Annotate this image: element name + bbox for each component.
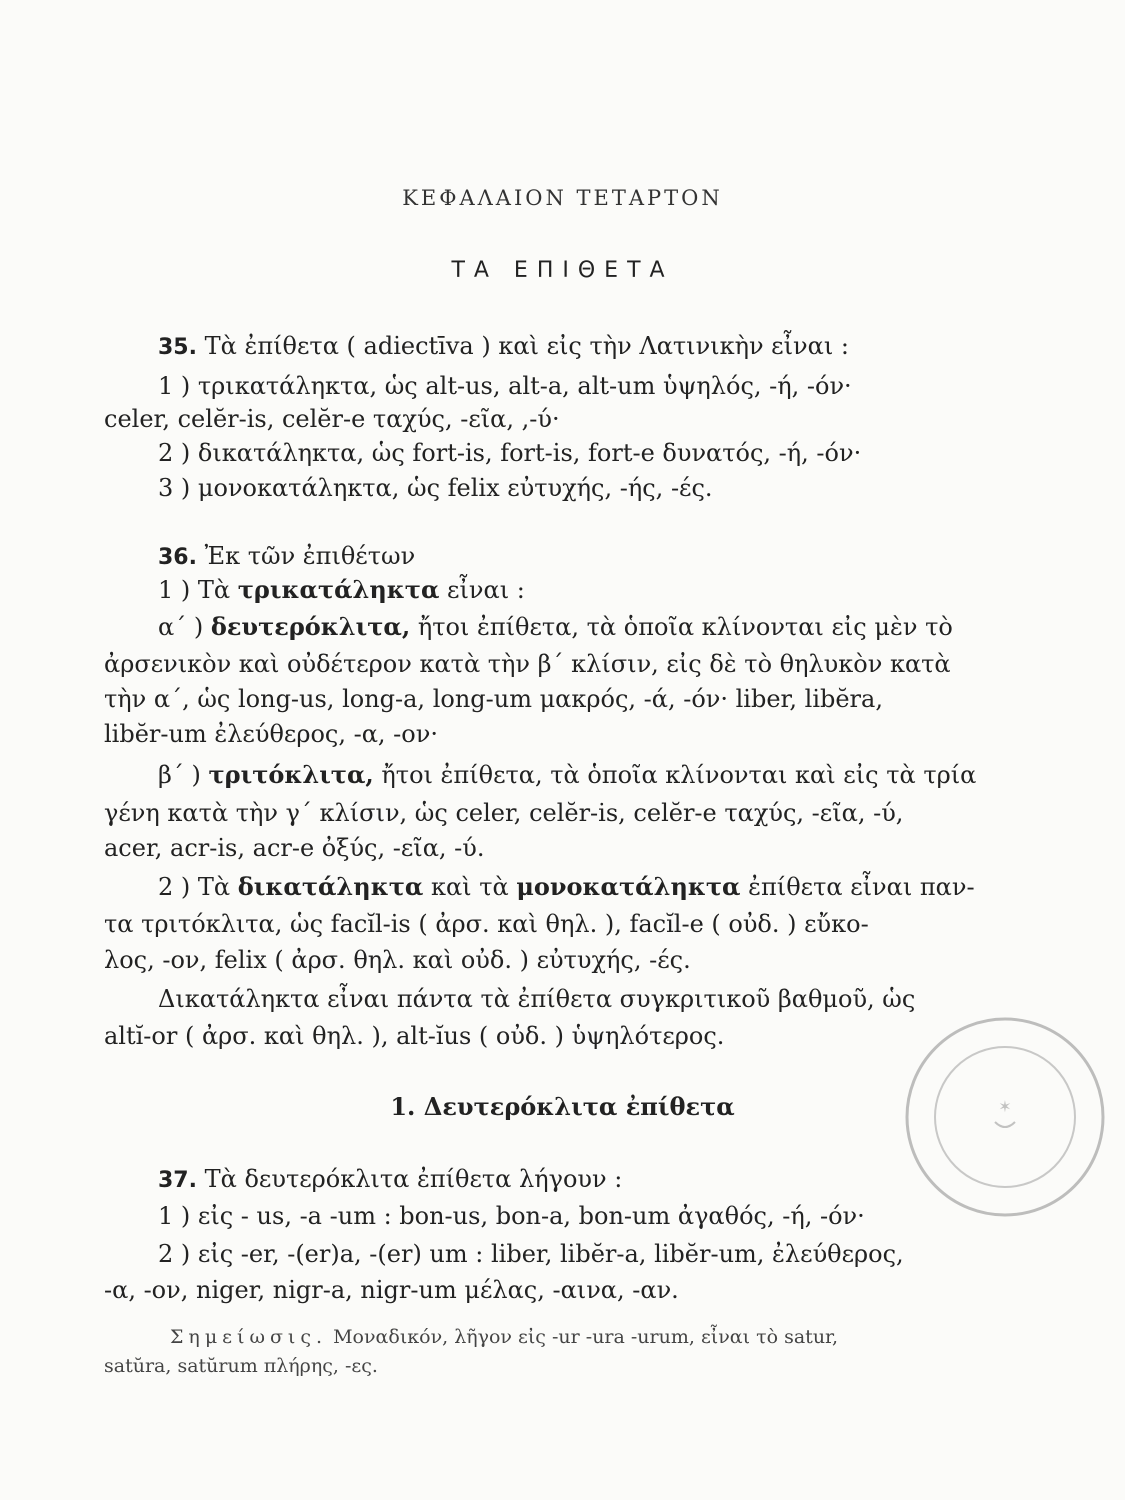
bold-term: δικατάληκτα [237,872,424,901]
text-line: γένη κατὰ τὴν γ΄ κλίσιν, ὡς celer, celĕr-is, celĕr-e ταχύς, -εῖα, -ύ, [104,799,904,827]
paragraph-text: Ἐκ τῶν ἐπιθέτων [204,542,416,570]
paragraph-text: Τὰ δευτερόκλιτα ἐπίθετα λήγουν : [204,1165,623,1193]
text-line: Δικατάληκτα εἶναι πάντα τὰ ἐπίθετα συγκριτικοῦ βαθμοῦ, ὡς [158,985,916,1013]
bold-term: τρικατάληκτα [237,575,440,604]
text-line: altĭ-or ( ἀρσ. καὶ θηλ. ), alt-ĭus ( οὐδ. ) ὑψηλότερος. [104,1022,725,1050]
text-run: ἤτοι ἐπίθετα, τὰ ὁποῖα κλίνονται καὶ εἰς τὰ τρία [373,761,977,789]
subsection-heading: 1. Δευτερόκλιτα ἐπίθετα [390,1092,735,1121]
text-line: celer, celĕr-is, celĕr-e ταχύς, -εῖα, ,-ύ· [104,405,560,433]
text-line: 1 ) τρικατάληκτα, ὡς alt-us, alt-a, alt-um ὑψηλός, -ή, -όν· [158,372,852,400]
chapter-heading: ΚΕΦΑΛΑΙΟΝ ΤΕΤΑΡΤΟΝ [402,186,723,210]
text-run: εἶναι : [439,576,525,604]
svg-text:✶: ✶ [998,1097,1012,1116]
text-line [158,611,1018,643]
text-run: α΄ ) [158,613,211,641]
text-line [158,574,1018,606]
section-heading: ΤΑ ΕΠΙΘΕΤΑ [451,258,674,283]
paragraph-number: 35. [158,335,197,360]
note-text: Μοναδικόν, λῆγον εἰς -ur -ura -urum, εἶναι τὸ satur, [327,1326,839,1348]
text-line: τα τριτόκλιτα, ὡς facĭl-is ( ἀρσ. καὶ θηλ. ), facĭl-e ( οὐδ. ) εὔκο- [104,910,869,938]
library-stamp-icon [900,1012,1110,1222]
paragraph-35-intro [158,330,1018,364]
text-line: 2 ) δικατάληκτα, ὡς fort-is, fort-is, fort-e δυνατός, -ή, -όν· [158,439,862,467]
paragraph-36-intro [158,540,1018,574]
paragraph-number: 36. [158,545,197,570]
text-line: acer, acr-is, acr-e ὀξύς, -εῖα, -ύ. [104,834,485,862]
text-run: ἤτοι ἐπίθετα, τὰ ὁποῖα κλίνονται εἰς μὲν τὸ [410,613,953,641]
text-run: β΄ ) [158,761,209,789]
note [170,1323,1050,1351]
bold-term: τριτόκλιτα, [208,760,374,789]
text-line: -α, -ον, niger, nigr-a, nigr-um μέλας, -αινα, -αν. [104,1276,679,1304]
text-run: καὶ τὰ [423,873,517,901]
note-label: Σημείωσις. [170,1326,328,1348]
text-line: 1 ) εἰς - us, -a -um : bon-us, bon-a, bon-um ἀγαθός, -ή, -όν· [158,1202,865,1230]
paragraph-number: 37. [158,1168,197,1193]
text-run: ἐπίθετα εἶναι παν- [740,873,975,901]
paragraph-37-intro [158,1163,1018,1197]
text-line [158,759,1018,791]
bold-term: δευτερόκλιτα, [210,612,411,641]
text-line: libĕr-um ἐλεύθερος, -α, -ον· [104,720,438,748]
text-run: 2 ) Τὰ [158,873,238,901]
bold-term: μονοκατάληκτα [516,872,741,901]
text-line [158,871,1018,903]
text-line: 3 ) μονοκατάληκτα, ὡς felix εὐτυχής, -ής, -ές. [158,474,713,502]
text-line: ἀρσενικὸν καὶ οὐδέτερον κατὰ τὴν β΄ κλίσιν, εἰς δὲ τὸ θηλυκὸν κατὰ [104,650,951,678]
text-line: 2 ) εἰς -er, -(er)a, -(er) um : liber, libĕr-a, libĕr-um, ἐλεύθερος, [158,1240,904,1268]
text-line: λος, -ον, felix ( ἀρσ. θηλ. καὶ οὐδ. ) εὐτυχής, -ές. [104,946,691,974]
text-line: τὴν α΄, ὡς long-us, long-a, long-um μακρός, -ά, -όν· liber, libĕra, [104,685,883,713]
paragraph-text: Τὰ ἐπίθετα ( adiectīva ) καὶ εἰς τὴν Λατινικὴν εἶναι : [204,332,849,360]
note-continuation: satŭra, satŭrum πλήρης, -ες. [104,1355,378,1377]
text-run: 1 ) Τὰ [158,576,238,604]
